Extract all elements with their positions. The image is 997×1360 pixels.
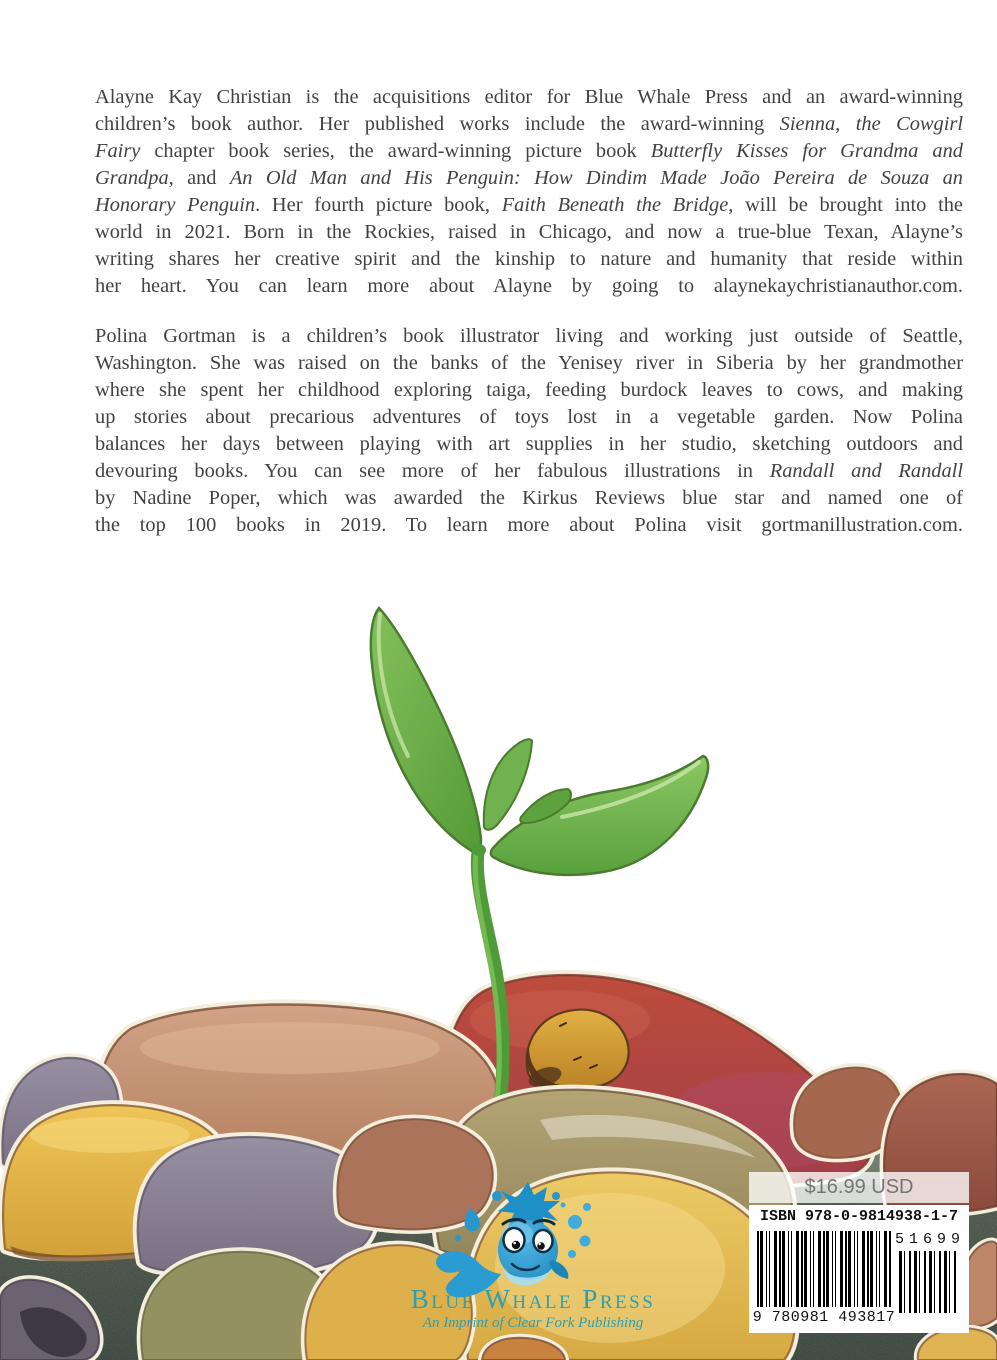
bio-line: Fairy chapter book series, the award-winning picture book Butterfly Kisses for Grandma and [95,140,963,162]
bio-line: children’s book author. Her published works include the award-winning Sienna, the Cowgirl [95,113,963,135]
barcode-box [749,1205,969,1333]
supplement-barcode-bars [899,1251,959,1313]
bio-line: Washington. She was raised on the banks of the Yenisey river in Siberia by her grandmother [95,352,963,374]
bio-line: the top 100 books in 2019. To learn more about Polina visit gortmanillustration.com. [95,514,963,536]
bio-line: up stories about precarious adventures of toys lost in a vegetable garden. Now Polina [95,406,963,428]
bio-line: her heart. You can learn more about Alayne by going to alaynekaychristianauthor.com. [95,275,963,297]
bio-line: Grandpa, and An Old Man and His Penguin: How Dindim Made João Pereira de Souza an [95,167,963,189]
supplement-digits: 51699 [895,1231,966,1248]
publisher-tagline: An Imprint of Clear Fork Publishing [422,1315,644,1331]
left-leaf [371,608,481,853]
bio-line: where she spent her childhood exploring taiga, feeding burdock leaves to cows, and making [95,379,963,401]
isbn-label: ISBN 978-0-9814938-1-7 [759,1208,959,1225]
publisher-wordmark: Blue Whale Press [410,1284,656,1314]
ean-digits: 9 780981 493817 [752,1309,896,1326]
bio-line: devouring books. You can see more of her fabulous illustrations in Randall and Randall [95,460,963,482]
bio-line: world in 2021. Born in the Rockies, raised in Chicago, and now a true-blue Texan, Alayne’s [95,221,963,243]
ean-barcode-bars [757,1231,891,1307]
bio-line: Alayne Kay Christian is the acquisitions editor for Blue Whale Press and an award-winning [95,86,963,108]
bio-line: Polina Gortman is a children’s book illustrator living and working just outside of Seattle, [95,325,963,347]
bio-line: by Nadine Poper, which was awarded the Kirkus Reviews blue star and named one of [95,487,963,509]
price-tag: $16.99 USD [749,1172,969,1203]
bio-line: writing shares her creative spirit and the kinship to nature and humanity that reside within [95,248,963,270]
bio-line: balances her days between playing with art supplies in her studio, sketching outdoors and [95,433,963,455]
bio-line: Honorary Penguin. Her fourth picture book, Faith Beneath the Bridge, will be brought into the [95,194,963,216]
